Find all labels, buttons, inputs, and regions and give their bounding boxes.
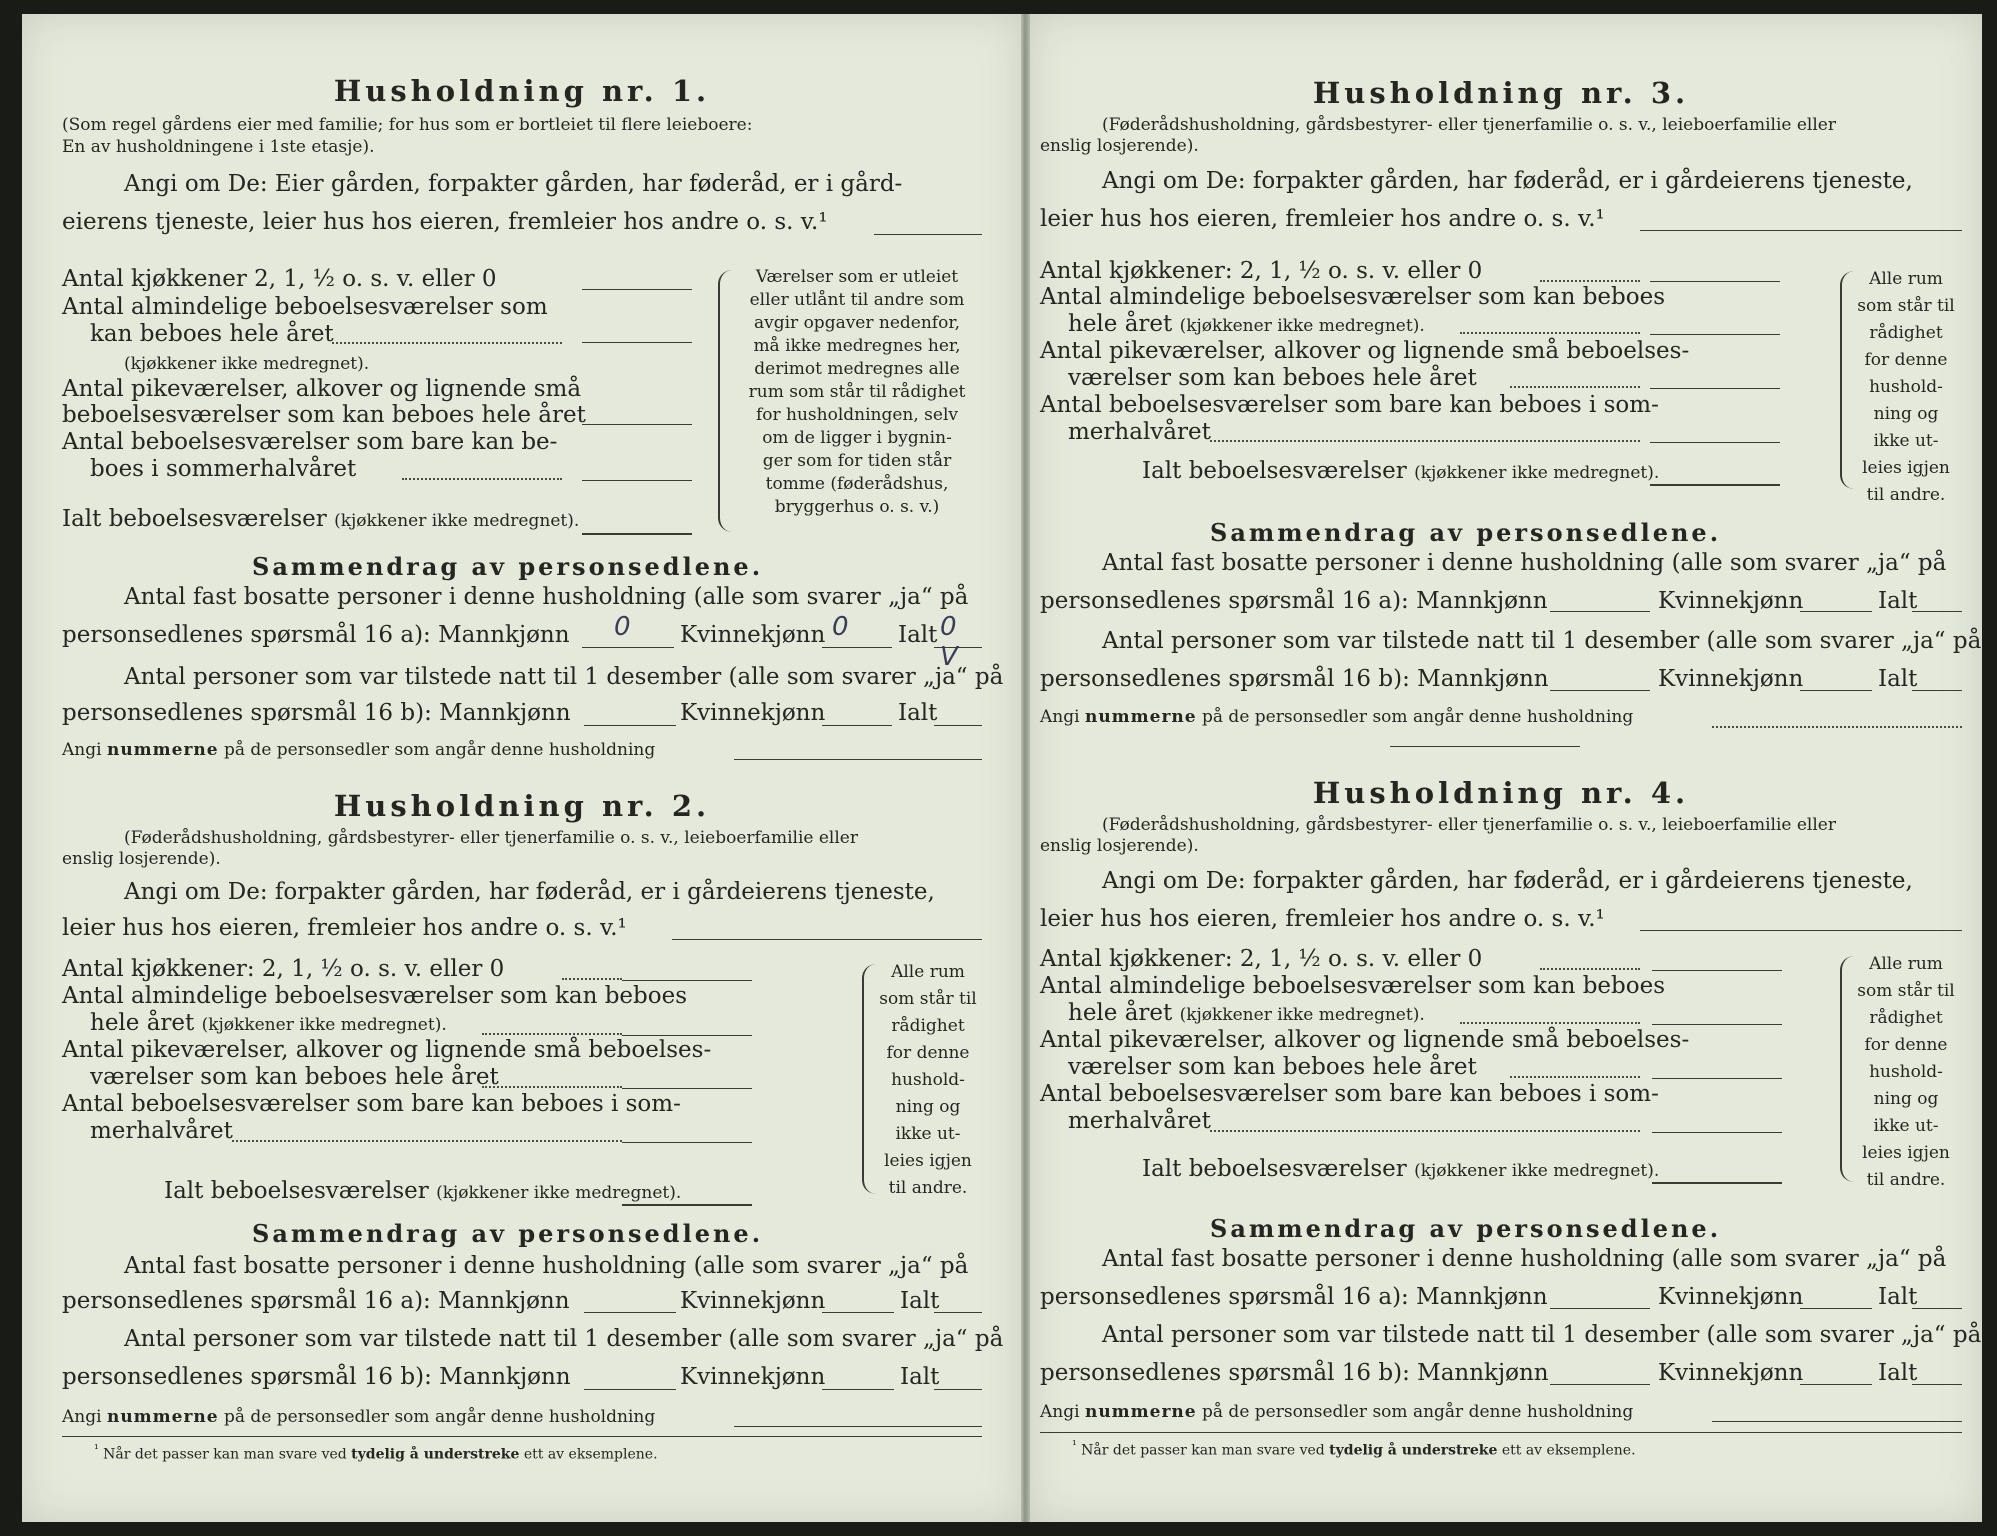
book-gutter xyxy=(1021,14,1030,1522)
household-1-present-total-label: Ialt xyxy=(898,700,938,726)
household-3-numbers-field[interactable] xyxy=(1712,726,1962,728)
household-1-summer-rooms-label-b: boes i sommerhalvåret xyxy=(90,456,357,482)
household-2-note-line: rådighet xyxy=(891,1016,965,1036)
household-2-side-note xyxy=(874,959,982,1202)
household-separator xyxy=(1390,746,1580,747)
household-3-kitchens-field[interactable] xyxy=(1650,281,1780,282)
household-1-summer-rooms-field[interactable] xyxy=(582,480,692,481)
household-1-present-q: personsedlenes spørsmål 16 b): xyxy=(62,700,432,726)
household-2-small-rooms-label-a: Antal pikeværelser, alkover og lignende små beboelses- xyxy=(62,1037,712,1063)
household-4-resident-q: personsedlenes spørsmål 16 a): xyxy=(1040,1284,1409,1310)
household-4-title: Husholdning nr. 4. xyxy=(1312,776,1690,810)
household-4-intro-line1: (Føderådshusholdning, gårdsbestyrer- eller tjenerfamilie o. s. v., leieboerfamilie eller xyxy=(1102,815,1836,835)
household-3-total-rooms-label xyxy=(1142,456,1659,488)
household-1-note-line: derimot medregnes alle xyxy=(754,359,960,379)
household-3-resident-line1: Antal fast bosatte personer i denne husholdning (alle som svarer „ja“ på xyxy=(1102,550,1947,576)
household-3-rooms-field[interactable] xyxy=(1650,334,1780,335)
household-4-note-line: ning og xyxy=(1873,1089,1939,1109)
household-1-note-line: ger som for tiden står xyxy=(762,451,952,471)
household-1-angi-line2: eierens tjeneste, leier hus hos eieren, fremleier hos andre o. s. v.¹ xyxy=(62,209,828,235)
household-4-rooms-leader xyxy=(1460,1022,1640,1024)
household-4-intro-line2: enslig losjerende). xyxy=(1040,836,1199,856)
household-3-present-line1: Antal personer som var tilstede natt til 1 desember (alle som svarer „ja“ på xyxy=(1102,628,1982,654)
left-footnote-mark: ¹ xyxy=(94,1442,99,1456)
household-3-present-total-field[interactable] xyxy=(1912,690,1962,691)
household-1-kitchens-label: Antal kjøkkener 2, 1, ½ o. s. v. eller 0 xyxy=(62,266,497,292)
household-1-present-total-field[interactable] xyxy=(934,725,982,726)
household-1-small-rooms-field[interactable] xyxy=(582,424,692,425)
household-1-summer-rooms-label-a: Antal beboelsesværelser som bare kan be- xyxy=(62,429,558,455)
household-2-rooms-label-a: Antal almindelige beboelsesværelser som kan beboes xyxy=(62,983,688,1009)
household-2-numbers-pre: Angi xyxy=(62,1407,102,1427)
household-2-summer-rooms-field[interactable] xyxy=(622,1142,752,1143)
household-4-note-line: hushold- xyxy=(1869,1062,1943,1082)
left-footnote-post: ett av eksemplene. xyxy=(523,1446,658,1463)
household-1-summer-leader xyxy=(402,478,562,480)
household-1-present-line1: Antal personer som var tilstede natt til 1 desember (alle som svarer „ja“ på xyxy=(124,664,1004,690)
household-4-present-total-label: Ialt xyxy=(1878,1360,1918,1386)
household-3-small-rooms-leader xyxy=(1510,386,1640,388)
household-2-kitchens-leader xyxy=(562,978,622,980)
household-4-rooms-b: hele året xyxy=(1068,1000,1173,1026)
household-3-title: Husholdning nr. 3. xyxy=(1312,76,1690,110)
household-4-numbers-label xyxy=(1040,1401,1633,1423)
household-4-resident-total-field[interactable] xyxy=(1912,1308,1962,1309)
household-4-numbers-pre: Angi xyxy=(1040,1402,1080,1422)
household-4-angi-line2: leier hus hos eieren, fremleier hos andre o. s. v.¹ xyxy=(1040,906,1605,932)
household-4-total-rooms-sub: (kjøkkener ikke medregnet). xyxy=(1414,1161,1660,1181)
household-2-resident-line1: Antal fast bosatte personer i denne husholdning (alle som svarer „ja“ på xyxy=(124,1253,969,1279)
household-4-present-line2 xyxy=(1040,1358,1549,1388)
household-3-present-male-field[interactable] xyxy=(1550,690,1650,691)
household-2-present-line1: Antal personer som var tilstede natt til 1 desember (alle som svarer „ja“ på xyxy=(124,1326,1004,1352)
household-2-intro-line2: enslig losjerende). xyxy=(62,849,221,869)
household-4-kitchens-field[interactable] xyxy=(1652,970,1782,971)
household-1-resident-male-value: 0 xyxy=(614,612,631,642)
household-2-title: Husholdning nr. 2. xyxy=(333,789,711,823)
household-1-total-rooms-label xyxy=(62,504,579,536)
household-1-numbers-bold: nummerne xyxy=(106,740,219,760)
household-3-intro-line1: (Føderådshusholdning, gårdsbestyrer- eller tjenerfamilie o. s. v., leieboerfamilie eller xyxy=(1102,115,1836,135)
household-1-present-male-field[interactable] xyxy=(584,725,676,726)
household-3-rooms-b: hele året xyxy=(1068,311,1173,337)
household-1-resident-total-value: 0 V xyxy=(940,612,958,672)
household-2-summer-rooms-label-a: Antal beboelsesværelser som bare kan beboes i som- xyxy=(62,1091,681,1117)
household-3-numbers-pre: Angi xyxy=(1040,707,1080,727)
household-1-present-line2 xyxy=(62,698,571,728)
household-3-resident-female-label: Kvinnekjønn xyxy=(1658,588,1804,614)
household-3-small-rooms-label-a: Antal pikeværelser, alkover og lignende små beboelses- xyxy=(1040,338,1690,364)
household-2-present-total-label: Ialt xyxy=(900,1364,940,1390)
household-3-angi-field[interactable] xyxy=(1640,230,1962,231)
household-2-numbers-field[interactable] xyxy=(734,1426,982,1427)
household-2-summary-title: Sammendrag av personsedlene. xyxy=(252,1219,764,1248)
household-4-kitchens-label: Antal kjøkkener: 2, 1, ½ o. s. v. eller 0 xyxy=(1040,946,1483,972)
household-2-total-rooms-sub: (kjøkkener ikke medregnet). xyxy=(436,1183,682,1203)
household-3-kitchens-label: Antal kjøkkener: 2, 1, ½ o. s. v. eller 0 xyxy=(1040,258,1483,284)
household-1-angi-line1: Angi om De: Eier gården, forpakter gården, har føderåd, er i gård- xyxy=(124,171,903,197)
household-3-total-rooms-sub: (kjøkkener ikke medregnet). xyxy=(1414,463,1660,483)
household-2-present-total-field[interactable] xyxy=(934,1389,982,1390)
household-4-summer-rooms-label-a: Antal beboelsesværelser som bare kan beboes i som- xyxy=(1040,1081,1659,1107)
household-2-rooms-c: (kjøkkener ikke medregnet). xyxy=(201,1015,447,1035)
household-4-resident-male-label: Mannkjønn xyxy=(1416,1284,1548,1310)
household-3-summary-title: Sammendrag av personsedlene. xyxy=(1210,518,1722,547)
household-4-present-male-field[interactable] xyxy=(1550,1384,1650,1385)
household-1-note-line: bryggerhus o. s. v.) xyxy=(774,497,940,517)
household-2-note-line: leies igjen xyxy=(884,1151,972,1171)
household-3-numbers-label xyxy=(1040,706,1633,728)
household-4-resident-female-label: Kvinnekjønn xyxy=(1658,1284,1804,1310)
household-4-small-rooms-label-a: Antal pikeværelser, alkover og lignende små beboelses- xyxy=(1040,1027,1690,1053)
household-4-summer-leader xyxy=(1210,1130,1640,1132)
household-2-rooms-b: hele året xyxy=(90,1010,195,1036)
household-4-small-rooms-field[interactable] xyxy=(1652,1078,1782,1079)
household-3-note-line: Alle rum xyxy=(1869,269,1943,289)
household-4-note-line: for denne xyxy=(1864,1035,1948,1055)
household-4-summer-rooms-label-b: merhalvåret xyxy=(1068,1108,1211,1134)
left-page xyxy=(22,14,1021,1522)
right-footnote-post: ett av eksemplene. xyxy=(1501,1442,1636,1459)
household-1-resident-total-label: Ialt xyxy=(898,622,938,648)
household-2-small-rooms-label-b: værelser som kan beboes hele året xyxy=(90,1064,499,1090)
household-1-total-rooms-text: Ialt beboelsesværelser xyxy=(62,506,327,532)
household-3-small-rooms-field[interactable] xyxy=(1650,388,1780,389)
household-1-rooms-field[interactable] xyxy=(582,342,692,343)
household-4-rooms-c: (kjøkkener ikke medregnet). xyxy=(1179,1005,1425,1025)
household-1-intro-line2: En av husholdningene i 1ste etasje). xyxy=(62,137,375,157)
household-1-note-line: må ikke medregnes her, xyxy=(753,336,961,356)
household-3-intro-line2: enslig losjerende). xyxy=(1040,136,1199,156)
household-2-note-line: ikke ut- xyxy=(895,1124,961,1144)
household-4-present-female-field[interactable] xyxy=(1800,1384,1872,1385)
household-4-summer-rooms-field[interactable] xyxy=(1652,1132,1782,1133)
household-4-section xyxy=(1040,776,1982,1436)
left-footnote-bold: tydelig å understreke xyxy=(351,1446,520,1463)
household-3-resident-q: personsedlenes spørsmål 16 a): xyxy=(1040,588,1409,614)
household-3-note-line: som står til xyxy=(1857,296,1955,316)
household-3-note-line: ning og xyxy=(1873,404,1939,424)
household-4-resident-line1: Antal fast bosatte personer i denne husholdning (alle som svarer „ja“ på xyxy=(1102,1246,1947,1272)
household-1-total-rooms-field[interactable] xyxy=(582,533,692,535)
household-2-present-male-field[interactable] xyxy=(584,1389,676,1390)
household-4-numbers-bold: nummerne xyxy=(1084,1402,1197,1422)
household-1-kitchens-field[interactable] xyxy=(582,289,692,290)
household-1-numbers-label xyxy=(62,739,655,761)
household-3-note-line: leies igjen xyxy=(1862,458,1950,478)
household-2-resident-female-label: Kvinnekjønn xyxy=(680,1288,826,1314)
household-4-present-q: personsedlenes spørsmål 16 b): xyxy=(1040,1360,1410,1386)
household-1-resident-line2 xyxy=(62,620,570,650)
household-1-resident-male-field[interactable] xyxy=(582,647,674,648)
household-1-note-line: Værelser som er utleiet xyxy=(755,267,959,287)
household-4-summary-title: Sammendrag av personsedlene. xyxy=(1210,1214,1722,1243)
household-1-numbers-post: på de personsedler som angår denne husholdning xyxy=(224,740,656,760)
household-2-intro-line1: (Føderådshusholdning, gårdsbestyrer- eller tjenerfamilie o. s. v., leieboerfamilie eller xyxy=(124,828,858,848)
household-4-rooms-label-a: Antal almindelige beboelsesværelser som kan beboes xyxy=(1040,973,1666,999)
household-3-resident-total-field[interactable] xyxy=(1912,611,1962,612)
right-footnote-mark: ¹ xyxy=(1072,1438,1077,1452)
household-2-present-female-field[interactable] xyxy=(822,1389,894,1390)
household-4-present-male-label: Mannkjønn xyxy=(1417,1360,1549,1386)
household-3-present-line2 xyxy=(1040,664,1549,694)
right-footnote-rule xyxy=(1040,1432,1962,1433)
household-1-section xyxy=(62,74,1004,754)
household-2-kitchens-label: Antal kjøkkener: 2, 1, ½ o. s. v. eller 0 xyxy=(62,956,505,982)
household-2-present-female-label: Kvinnekjønn xyxy=(680,1364,826,1390)
household-3-rooms-c: (kjøkkener ikke medregnet). xyxy=(1179,316,1425,336)
household-2-angi-line1: Angi om De: forpakter gården, har føderåd, er i gårdeierens tjeneste, xyxy=(124,879,935,905)
household-3-rooms-label-a: Antal almindelige beboelsesværelser som kan beboes xyxy=(1040,284,1666,310)
household-4-note-line: leies igjen xyxy=(1862,1143,1950,1163)
household-2-note-line: som står til xyxy=(879,989,977,1009)
household-4-numbers-field[interactable] xyxy=(1712,1421,1962,1422)
household-1-resident-female-label: Kvinnekjønn xyxy=(680,622,826,648)
household-4-side-note xyxy=(1852,951,1960,1194)
household-2-summer-leader xyxy=(232,1140,622,1142)
household-4-note-line: til andre. xyxy=(1866,1170,1946,1190)
household-3-total-rooms-field[interactable] xyxy=(1650,484,1780,486)
household-2-summer-rooms-label-b: merhalvåret xyxy=(90,1118,233,1144)
household-2-angi-line2: leier hus hos eieren, fremleier hos andre o. s. v.¹ xyxy=(62,915,627,941)
household-1-resident-female-field[interactable] xyxy=(822,647,892,648)
household-1-small-rooms-label-b: beboelsesværelser som kan beboes hele året xyxy=(62,402,586,428)
household-2-resident-male-label: Mannkjønn xyxy=(438,1288,570,1314)
household-2-numbers-label xyxy=(62,1406,655,1428)
household-2-total-rooms-field[interactable] xyxy=(622,1204,752,1206)
household-2-present-male-label: Mannkjønn xyxy=(439,1364,571,1390)
household-3-summer-leader xyxy=(1210,440,1640,442)
left-footnote-pre: Når det passer kan man svare ved xyxy=(103,1446,347,1463)
household-4-note-line: Alle rum xyxy=(1869,954,1943,974)
household-1-rooms-label-b: kan beboes hele året xyxy=(90,321,334,347)
household-1-intro-line1: (Som regel gårdens eier med familie; for hus som er bortleiet til flere leieboere: xyxy=(62,115,753,135)
household-1-note-line: for husholdningen, selv xyxy=(755,405,959,425)
household-3-resident-line2 xyxy=(1040,586,1548,616)
household-3-present-total-label: Ialt xyxy=(1878,666,1918,692)
household-4-total-rooms-field[interactable] xyxy=(1652,1182,1782,1184)
household-2-resident-total-field[interactable] xyxy=(934,1312,982,1313)
household-3-total-rooms-text: Ialt beboelsesværelser xyxy=(1142,458,1407,484)
household-4-small-rooms-leader xyxy=(1510,1076,1640,1078)
household-2-resident-line2 xyxy=(62,1286,570,1316)
household-3-numbers-post: på de personsedler som angår denne husholdning xyxy=(1202,707,1634,727)
left-footnote-rule xyxy=(62,1436,982,1437)
household-2-resident-q: personsedlenes spørsmål 16 a): xyxy=(62,1288,431,1314)
household-1-rooms-label-a: Antal almindelige beboelsesværelser som xyxy=(62,294,548,320)
household-4-resident-male-field[interactable] xyxy=(1550,1308,1650,1309)
household-3-section xyxy=(1040,76,1982,736)
household-1-title: Husholdning nr. 1. xyxy=(333,74,711,108)
household-1-angi-field[interactable] xyxy=(874,234,982,235)
right-footnote-pre: Når det passer kan man svare ved xyxy=(1081,1442,1325,1459)
household-1-note-line: eller utlånt til andre som xyxy=(749,290,965,310)
household-3-note-line: ikke ut- xyxy=(1873,431,1939,451)
household-3-note-line: hushold- xyxy=(1869,377,1943,397)
household-1-note-line: avgir opgaver nedenfor, xyxy=(753,313,960,333)
household-2-total-rooms-text: Ialt beboelsesværelser xyxy=(164,1178,429,1204)
household-1-resident-male-label: Mannkjønn xyxy=(438,622,570,648)
household-3-summer-rooms-label-b: merhalvåret xyxy=(1068,419,1211,445)
household-1-rooms-leader xyxy=(332,342,562,344)
household-2-present-q: personsedlenes spørsmål 16 b): xyxy=(62,1364,432,1390)
household-1-numbers-pre: Angi xyxy=(62,740,102,760)
household-4-resident-total-label: Ialt xyxy=(1878,1284,1918,1310)
household-3-small-rooms-label-b: værelser som kan beboes hele året xyxy=(1068,365,1477,391)
household-2-numbers-bold: nummerne xyxy=(106,1407,219,1427)
household-2-small-rooms-leader xyxy=(482,1086,622,1088)
household-3-summer-rooms-field[interactable] xyxy=(1650,442,1780,443)
household-1-resident-female-value: 0 xyxy=(832,612,849,642)
household-1-summary-title: Sammendrag av personsedlene. xyxy=(252,552,764,581)
household-3-angi-line2: leier hus hos eieren, fremleier hos andre o. s. v.¹ xyxy=(1040,206,1605,232)
right-page xyxy=(1030,14,1982,1522)
household-3-resident-female-field[interactable] xyxy=(1800,611,1872,612)
household-4-note-line: ikke ut- xyxy=(1873,1116,1939,1136)
household-1-side-note xyxy=(732,266,982,519)
household-4-note-line: rådighet xyxy=(1869,1008,1943,1028)
household-3-resident-male-field[interactable] xyxy=(1550,611,1650,612)
household-4-numbers-post: på de personsedler som angår denne husholdning xyxy=(1202,1402,1634,1422)
household-3-present-female-label: Kvinnekjønn xyxy=(1658,666,1804,692)
household-4-small-rooms-label-b: værelser som kan beboes hele året xyxy=(1068,1054,1477,1080)
household-3-present-male-label: Mannkjønn xyxy=(1417,666,1549,692)
household-1-small-rooms-label-a: Antal pikeværelser, alkover og lignende små xyxy=(62,376,582,402)
household-4-note-line: som står til xyxy=(1857,981,1955,1001)
right-footnote xyxy=(1072,1438,1636,1459)
household-4-resident-female-field[interactable] xyxy=(1800,1308,1872,1309)
household-2-note-line: Alle rum xyxy=(891,962,965,982)
household-3-angi-line1: Angi om De: forpakter gården, har føderåd, er i gårdeierens tjeneste, xyxy=(1102,168,1913,194)
household-1-resident-q: personsedlenes spørsmål 16 a): xyxy=(62,622,431,648)
household-4-angi-field[interactable] xyxy=(1640,930,1962,931)
household-4-present-female-label: Kvinnekjønn xyxy=(1658,1360,1804,1386)
household-2-note-line: for denne xyxy=(886,1043,970,1063)
household-3-present-q: personsedlenes spørsmål 16 b): xyxy=(1040,666,1410,692)
left-footnote xyxy=(94,1442,658,1463)
household-4-total-rooms-label xyxy=(1142,1154,1659,1186)
household-3-rooms-leader xyxy=(1460,332,1640,334)
household-1-note-brace xyxy=(718,270,732,532)
household-1-present-female-field[interactable] xyxy=(822,725,892,726)
household-2-resident-total-label: Ialt xyxy=(900,1288,940,1314)
right-footnote-bold: tydelig å understreke xyxy=(1329,1442,1498,1459)
household-4-total-rooms-text: Ialt beboelsesværelser xyxy=(1142,1156,1407,1182)
household-2-section xyxy=(62,789,1004,1449)
household-3-note-line: til andre. xyxy=(1866,485,1946,505)
household-3-summer-rooms-label-a: Antal beboelsesværelser som bare kan beboes i som- xyxy=(1040,392,1659,418)
household-1-total-rooms-sub: (kjøkkener ikke medregnet). xyxy=(334,511,580,531)
household-1-resident-line1: Antal fast bosatte personer i denne husholdning (alle som svarer „ja“ på xyxy=(124,584,969,610)
household-2-note-line: ning og xyxy=(895,1097,961,1117)
household-3-resident-total-label: Ialt xyxy=(1878,588,1918,614)
household-1-note-line: rum som står til rådighet xyxy=(748,382,966,402)
household-1-rooms-label-c: (kjøkkener ikke medregnet). xyxy=(124,354,370,374)
household-4-kitchens-leader xyxy=(1540,968,1640,970)
household-4-present-total-field[interactable] xyxy=(1912,1384,1962,1385)
household-1-note-line: om de ligger i bygnin- xyxy=(762,428,952,448)
household-3-numbers-bold: nummerne xyxy=(1084,707,1197,727)
household-3-resident-male-label: Mannkjønn xyxy=(1416,588,1548,614)
household-2-resident-female-field[interactable] xyxy=(822,1312,894,1313)
household-2-present-line2 xyxy=(62,1362,571,1392)
household-4-resident-line2 xyxy=(1040,1282,1548,1312)
household-1-numbers-field[interactable] xyxy=(734,759,982,760)
household-3-note-line: for denne xyxy=(1864,350,1948,370)
household-3-side-note xyxy=(1852,266,1960,509)
household-2-note-line: hushold- xyxy=(891,1070,965,1090)
household-3-note-line: rådighet xyxy=(1869,323,1943,343)
household-2-total-rooms-label xyxy=(164,1176,681,1208)
household-4-present-line1: Antal personer som var tilstede natt til 1 desember (alle som svarer „ja“ på xyxy=(1102,1322,1982,1348)
household-4-angi-line1: Angi om De: forpakter gården, har føderåd, er i gårdeierens tjeneste, xyxy=(1102,868,1913,894)
household-2-numbers-post: på de personsedler som angår denne husholdning xyxy=(224,1407,656,1427)
household-1-present-male-label: Mannkjønn xyxy=(439,700,571,726)
household-2-angi-field[interactable] xyxy=(672,939,982,940)
household-1-note-line: tomme (føderådshus, xyxy=(765,474,949,494)
household-2-resident-male-field[interactable] xyxy=(584,1312,676,1313)
household-2-note-line: til andre. xyxy=(888,1178,968,1198)
household-3-present-female-field[interactable] xyxy=(1800,690,1872,691)
household-1-present-female-label: Kvinnekjønn xyxy=(680,700,826,726)
